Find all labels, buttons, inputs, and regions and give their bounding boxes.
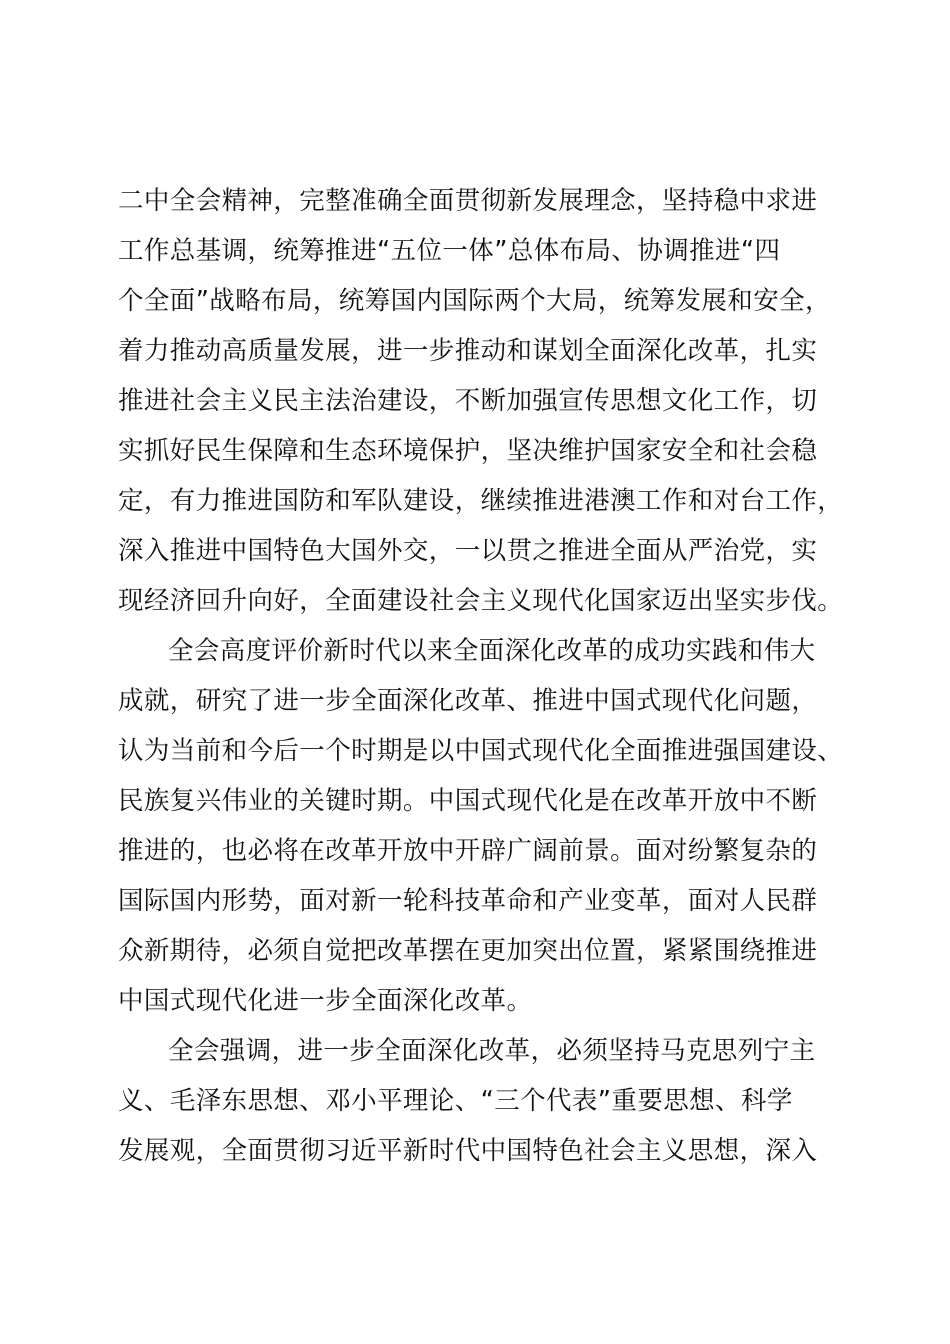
- text-line: 中国式现代化进一步全面深化改革。: [118, 986, 533, 1016]
- text-line: 认为当前和今后一个时期是以中国式现代化全面推进强国建设、: [118, 736, 844, 766]
- text-line: 推进社会主义民主法治建设，不断加强宣传思想文化工作，切: [118, 386, 818, 416]
- text-line: 深入推进中国特色大国外交，一以贯之推进全面从严治党，实: [118, 536, 818, 566]
- body-text: [118, 176, 844, 1176]
- text-line: 工作总基调，统筹推进“五位一体”总体布局、协调推进“四: [118, 236, 781, 266]
- text-line: 全会强调，进一步全面深化改革，必须坚持马克思列宁主: [168, 1036, 816, 1066]
- text-line: 推进的，也必将在改革开放中开辟广阔前景。面对纷繁复杂的: [118, 836, 818, 866]
- text-line: 定，有力推进国防和军队建设，继续推进港澳工作和对台工作，: [118, 486, 844, 516]
- text-line: 个全面”战略布局，统筹国内国际两个大局，统筹发展和安全，: [118, 286, 831, 316]
- text-line: 着力推动高质量发展，进一步推动和谋划全面深化改革，扎实: [118, 336, 818, 366]
- text-line: 国际国内形势，面对新一轮科技革命和产业变革，面对人民群: [118, 886, 818, 916]
- text-line: 义、毛泽东思想、邓小平理论、“三个代表”重要思想、科学: [118, 1086, 793, 1116]
- paragraph-1: [118, 176, 844, 626]
- text-line: 现经济回升向好，全面建设社会主义现代化国家迈出坚实步伐。: [118, 586, 844, 616]
- paragraph-2: [118, 626, 844, 1026]
- text-line: 全会高度评价新时代以来全面深化改革的成功实践和伟大: [168, 636, 816, 666]
- text-line: 民族复兴伟业的关键时期。中国式现代化是在改革开放中不断: [118, 786, 818, 816]
- text-line: 实抓好民生保障和生态环境保护，坚决维护国家安全和社会稳: [118, 436, 818, 466]
- text-line: 众新期待，必须自觉把改革摆在更加突出位置，紧紧围绕推进: [118, 936, 818, 966]
- text-line: 二中全会精神，完整准确全面贯彻新发展理念，坚持稳中求进: [118, 186, 818, 216]
- text-line: 成就，研究了进一步全面深化改革、推进中国式现代化问题，: [118, 686, 818, 716]
- text-line: 发展观，全面贯彻习近平新时代中国特色社会主义思想，深入: [118, 1136, 818, 1166]
- paragraph-3: [118, 1026, 838, 1176]
